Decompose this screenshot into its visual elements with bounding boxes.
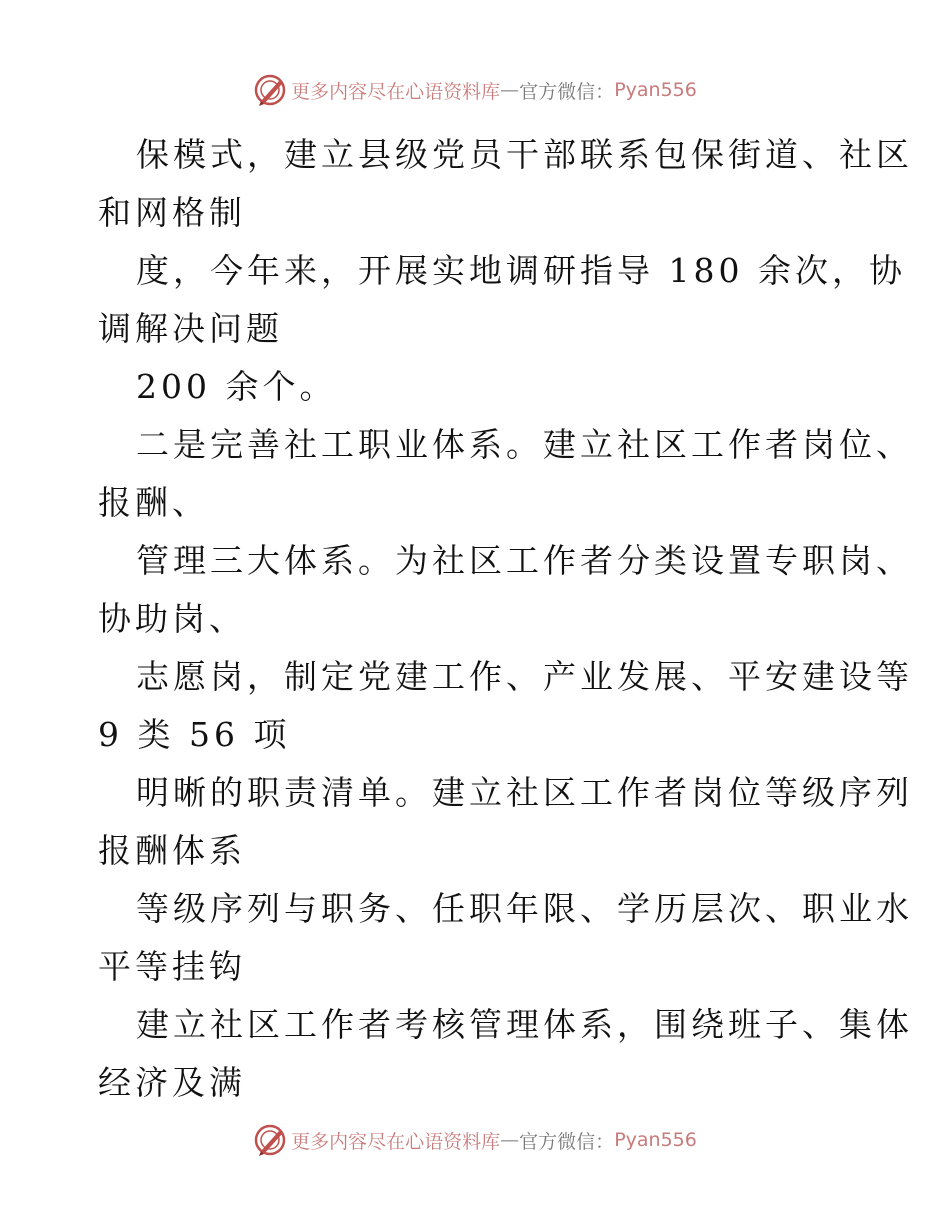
footer-watermark bbox=[0, 1120, 950, 1160]
document-body bbox=[98, 126, 913, 1112]
watermark-dash: — bbox=[500, 1129, 520, 1151]
paragraph-line: 明晰的职责清单。建立社区工作者岗位等级序列 bbox=[136, 773, 913, 812]
paragraph-line: 等级序列与职务、任职年限、学历层次、职业水 bbox=[136, 889, 913, 928]
paragraph-line: 经济及满 bbox=[98, 1063, 246, 1102]
paragraph-line: 志愿岗，制定党建工作、产业发展、平安建设等 bbox=[136, 657, 913, 696]
watermark-wechat-label: 官方微信： bbox=[519, 80, 615, 103]
paragraph-line: 和网格制 bbox=[98, 193, 246, 232]
paragraph-line: 度，今年来，开展实地调研指导 180 余次，协 bbox=[136, 251, 906, 290]
watermark-wechat-id: Pyan556 bbox=[614, 1129, 697, 1151]
watermark-wechat-id: Pyan556 bbox=[614, 79, 697, 101]
paragraph-7 bbox=[98, 764, 913, 880]
paragraph-2 bbox=[98, 242, 906, 358]
watermark-wechat-label: 官方微信： bbox=[519, 1130, 615, 1153]
paragraph-line: 200 余个。 bbox=[136, 367, 337, 406]
paragraph-1 bbox=[98, 126, 913, 242]
paragraph-line: 报酬、 bbox=[98, 483, 209, 522]
pen-logo-icon bbox=[253, 73, 287, 107]
paragraph-line: 管理三大体系。为社区工作者分类设置专职岗、 bbox=[136, 541, 913, 580]
paragraph-line: 报酬体系 bbox=[98, 831, 246, 870]
pen-logo-icon bbox=[253, 1123, 287, 1157]
watermark-site-text: 更多内容尽在心语资料库 bbox=[291, 1130, 501, 1153]
paragraph-line: 协助岗、 bbox=[98, 599, 246, 638]
paragraph-5 bbox=[98, 532, 913, 648]
paragraph-8 bbox=[98, 880, 913, 996]
watermark-dash: — bbox=[500, 79, 520, 101]
paragraph-line: 二是完善社工职业体系。建立社区工作者岗位、 bbox=[136, 425, 913, 464]
paragraph-4 bbox=[98, 416, 913, 532]
paragraph-6 bbox=[98, 648, 913, 764]
header-watermark bbox=[0, 70, 950, 110]
watermark-site-text: 更多内容尽在心语资料库 bbox=[291, 80, 501, 103]
paragraph-3 bbox=[98, 358, 858, 416]
paragraph-line: 建立社区工作者考核管理体系，围绕班子、集体 bbox=[136, 1005, 913, 1044]
paragraph-line: 9 类 56 项 bbox=[98, 715, 291, 754]
paragraph-9 bbox=[98, 996, 913, 1112]
paragraph-line: 保模式，建立县级党员干部联系包保街道、社区 bbox=[136, 135, 913, 174]
paragraph-line: 调解决问题 bbox=[98, 309, 283, 348]
paragraph-line: 平等挂钩 bbox=[98, 947, 246, 986]
